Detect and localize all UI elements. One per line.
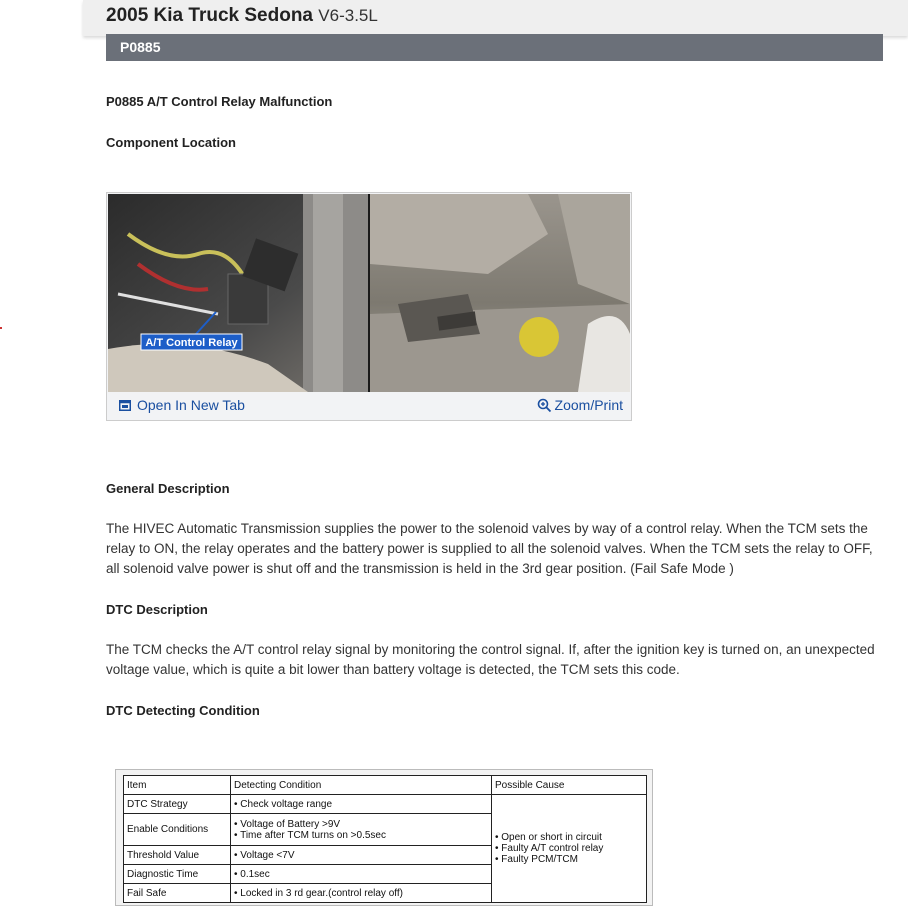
general-description-heading: General Description <box>106 481 230 496</box>
dtc-condition-table <box>123 775 647 903</box>
table-condition-cell: • 0.1sec <box>231 865 492 884</box>
dtc-description-heading: DTC Description <box>106 602 208 617</box>
page-title: P0885 A/T Control Relay Malfunction <box>106 94 333 109</box>
zoom-in-icon <box>537 398 552 413</box>
table-condition-cell: • Voltage <7V <box>231 846 492 865</box>
table-item-cell: Enable Conditions <box>124 814 231 846</box>
component-figure <box>106 192 632 421</box>
vehicle-name: 2005 Kia Truck Sedona <box>106 5 313 26</box>
possible-cause-cell <box>492 795 647 903</box>
table-header-cell: Item <box>124 776 231 795</box>
component-location-photo[interactable] <box>108 194 630 392</box>
stray-mark <box>0 327 2 329</box>
table-header-cell: Possible Cause <box>492 776 647 795</box>
open-in-new-tab-label: Open In New Tab <box>137 397 245 413</box>
zoom-print-link[interactable] <box>537 397 623 413</box>
open-new-tab-icon <box>119 400 131 411</box>
table-item-cell: DTC Strategy <box>124 795 231 814</box>
zoom-print-label: Zoom/Print <box>554 397 623 413</box>
vehicle-title <box>106 5 378 27</box>
header-bar <box>83 0 908 36</box>
dtc-detecting-condition-heading: DTC Detecting Condition <box>106 703 260 718</box>
dtc-condition-table-container <box>115 769 653 906</box>
callout-label: A/T Control Relay <box>145 337 238 349</box>
dtc-description-text: The TCM checks the A/T control relay signal by monitoring the control signal. If, after the ignition key is turned on, an unexpected voltage value, which is quite a bit lower than battery voltage is detected, the TCM sets this code. <box>106 642 875 677</box>
table-condition-cell <box>231 814 492 846</box>
table-item-cell: Diagnostic Time <box>124 865 231 884</box>
possible-cause-line: • Faulty A/T control relay <box>495 843 604 854</box>
table-condition-cell: • Check voltage range <box>231 795 492 814</box>
table-header-row <box>124 776 647 795</box>
figure-toolbar <box>107 393 631 420</box>
condition-line: • Time after TCM turns on >0.5sec <box>234 829 386 841</box>
table-row <box>124 795 647 814</box>
dtc-code: P0885 <box>120 39 161 55</box>
table-condition-cell: • Locked in 3 rd gear.(control relay off) <box>231 884 492 903</box>
component-location-heading: Component Location <box>106 135 236 150</box>
table-header-cell: Detecting Condition <box>231 776 492 795</box>
dtc-code-bar <box>106 34 883 61</box>
open-in-new-tab-link[interactable] <box>119 397 245 413</box>
engine-spec: V6-3.5L <box>318 6 378 25</box>
table-item-cell: Threshold Value <box>124 846 231 865</box>
possible-cause-line: • Faulty PCM/TCM <box>495 854 578 865</box>
condition-line: • Voltage of Battery >9V <box>234 818 341 830</box>
possible-cause-line: • Open or short in circuit <box>495 832 602 843</box>
general-description-text: The HIVEC Automatic Transmission supplies the power to the solenoid valves by way of a control relay. When the TCM sets the relay to ON, the relay operates and the battery power is supplied to all the solenoid valves. When the TCM sets the relay to OFF, all solenoid valve power is shut off and the transmission is held in the 3rd gear position. (Fail Safe Mode ) <box>106 521 873 576</box>
table-item-cell: Fail Safe <box>124 884 231 903</box>
